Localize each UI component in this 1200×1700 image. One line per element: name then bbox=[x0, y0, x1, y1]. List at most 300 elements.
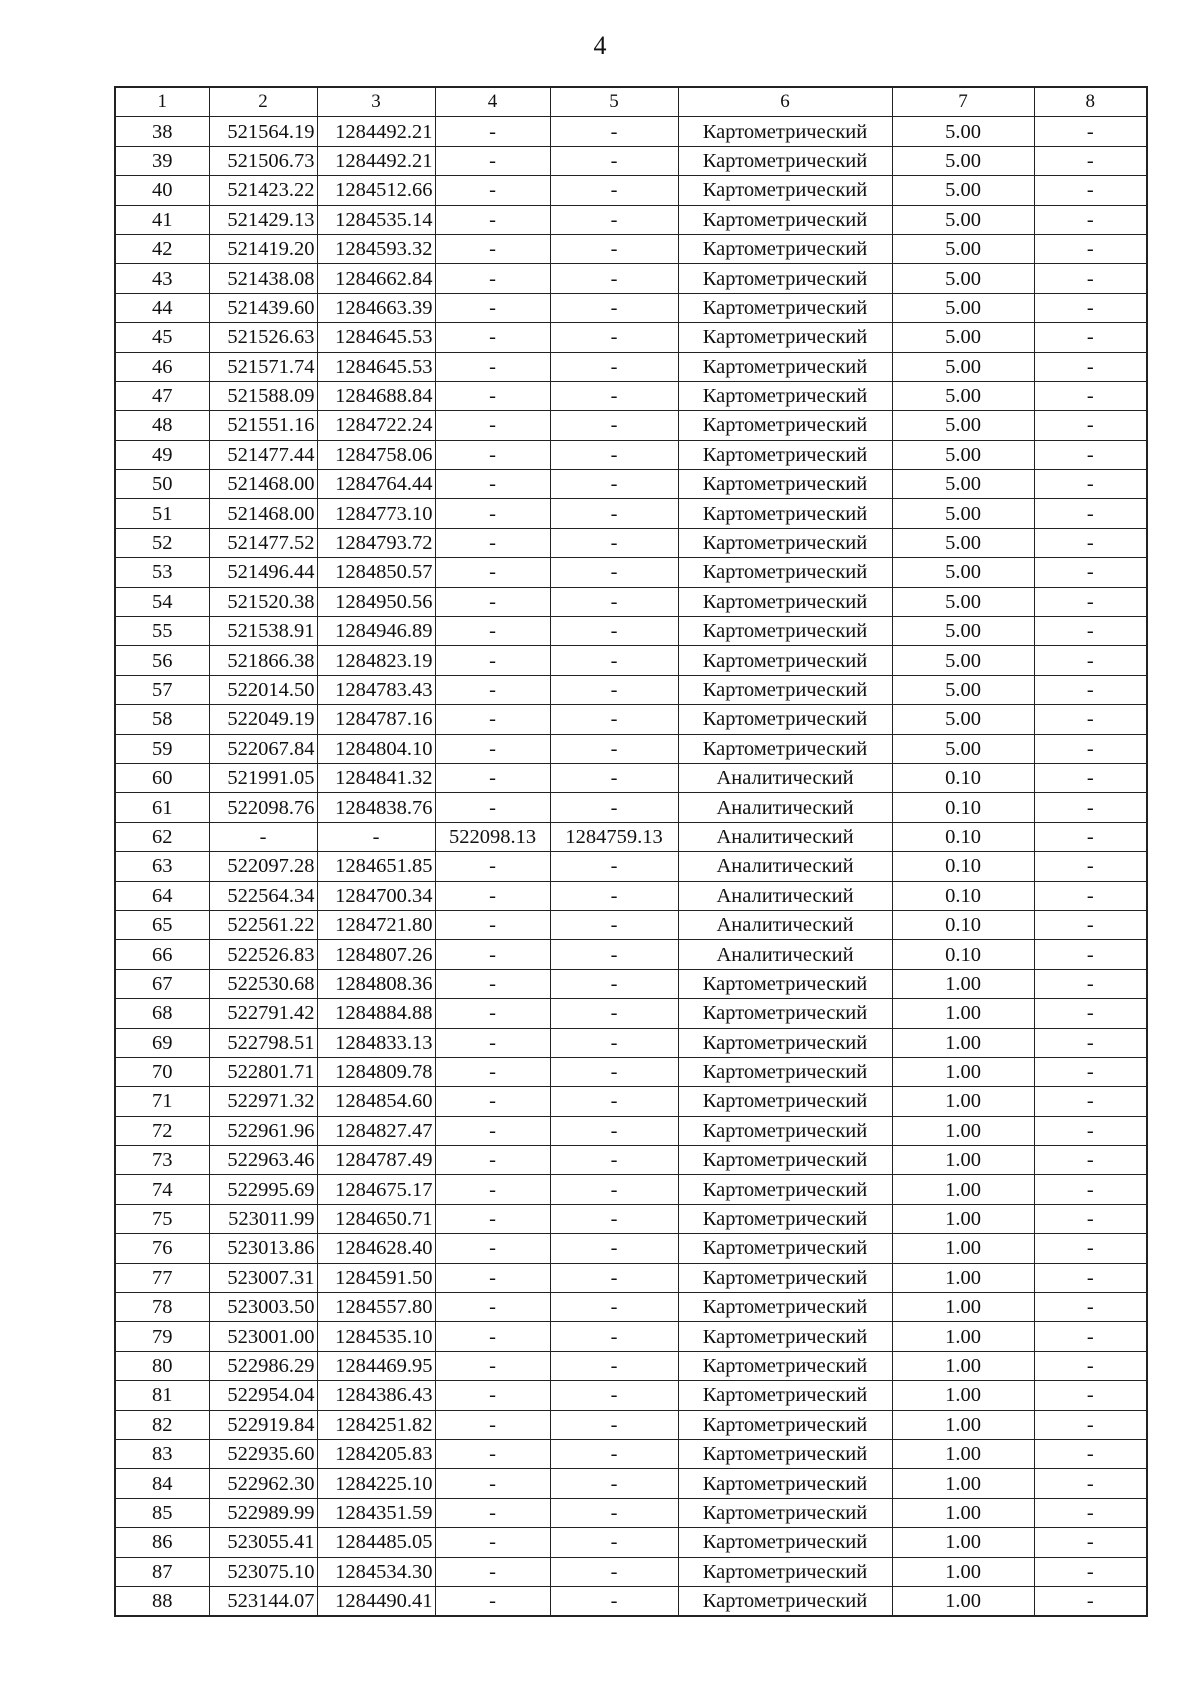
method-cell: Картометрический bbox=[678, 352, 892, 381]
note-cell: - bbox=[1034, 793, 1147, 822]
point-number-cell: 42 bbox=[115, 234, 209, 263]
y-coordinate-cell: 1284808.36 bbox=[317, 969, 435, 998]
method-cell: Картометрический bbox=[678, 1469, 892, 1498]
accuracy-cell: 1.00 bbox=[892, 1439, 1034, 1468]
x-coordinate-cell: 522098.76 bbox=[209, 793, 317, 822]
point-number-cell: 48 bbox=[115, 411, 209, 440]
x-coordinate-cell: 522963.46 bbox=[209, 1146, 317, 1175]
x-alt-cell: 522098.13 bbox=[435, 822, 550, 851]
x-alt-cell: - bbox=[435, 910, 550, 939]
accuracy-cell: 1.00 bbox=[892, 1351, 1034, 1380]
y-coordinate-cell: 1284783.43 bbox=[317, 675, 435, 704]
table-row bbox=[115, 1528, 1147, 1557]
x-alt-cell: - bbox=[435, 1116, 550, 1145]
x-alt-cell: - bbox=[435, 1234, 550, 1263]
table-row bbox=[115, 176, 1147, 205]
y-alt-cell: - bbox=[550, 117, 678, 146]
method-cell: Картометрический bbox=[678, 558, 892, 587]
y-alt-cell: - bbox=[550, 852, 678, 881]
note-cell: - bbox=[1034, 617, 1147, 646]
x-coordinate-cell: 522049.19 bbox=[209, 705, 317, 734]
accuracy-cell: 5.00 bbox=[892, 499, 1034, 528]
x-alt-cell: - bbox=[435, 117, 550, 146]
x-alt-cell: - bbox=[435, 1057, 550, 1086]
y-alt-cell: - bbox=[550, 1087, 678, 1116]
y-coordinate-cell: 1284809.78 bbox=[317, 1057, 435, 1086]
table-row bbox=[115, 528, 1147, 557]
y-coordinate-cell: 1284700.34 bbox=[317, 881, 435, 910]
note-cell: - bbox=[1034, 1322, 1147, 1351]
x-alt-cell: - bbox=[435, 234, 550, 263]
accuracy-cell: 1.00 bbox=[892, 1322, 1034, 1351]
x-coordinate-cell: 521588.09 bbox=[209, 381, 317, 410]
column-header: 8 bbox=[1034, 87, 1147, 117]
method-cell: Картометрический bbox=[678, 117, 892, 146]
column-header: 3 bbox=[317, 87, 435, 117]
note-cell: - bbox=[1034, 940, 1147, 969]
method-cell: Картометрический bbox=[678, 293, 892, 322]
method-cell: Картометрический bbox=[678, 1263, 892, 1292]
x-coordinate-cell: 523144.07 bbox=[209, 1586, 317, 1616]
accuracy-cell: 5.00 bbox=[892, 205, 1034, 234]
y-alt-cell: - bbox=[550, 1498, 678, 1527]
x-coordinate-cell: 522791.42 bbox=[209, 999, 317, 1028]
x-coordinate-cell: 521439.60 bbox=[209, 293, 317, 322]
point-number-cell: 71 bbox=[115, 1087, 209, 1116]
x-coordinate-cell: 521438.08 bbox=[209, 264, 317, 293]
method-cell: Картометрический bbox=[678, 1175, 892, 1204]
note-cell: - bbox=[1034, 1469, 1147, 1498]
table-row bbox=[115, 1087, 1147, 1116]
accuracy-cell: 5.00 bbox=[892, 234, 1034, 263]
accuracy-cell: 0.10 bbox=[892, 881, 1034, 910]
y-coordinate-cell: - bbox=[317, 822, 435, 851]
y-alt-cell: - bbox=[550, 617, 678, 646]
table-row bbox=[115, 1028, 1147, 1057]
x-coordinate-cell: 521551.16 bbox=[209, 411, 317, 440]
method-cell: Картометрический bbox=[678, 1410, 892, 1439]
table-row bbox=[115, 1322, 1147, 1351]
table-body bbox=[115, 117, 1147, 1616]
table-row bbox=[115, 734, 1147, 763]
accuracy-cell: 1.00 bbox=[892, 1057, 1034, 1086]
x-coordinate-cell: 521520.38 bbox=[209, 587, 317, 616]
point-number-cell: 86 bbox=[115, 1528, 209, 1557]
x-coordinate-cell: 523001.00 bbox=[209, 1322, 317, 1351]
method-cell: Аналитический bbox=[678, 881, 892, 910]
y-coordinate-cell: 1284512.66 bbox=[317, 176, 435, 205]
y-alt-cell: - bbox=[550, 176, 678, 205]
note-cell: - bbox=[1034, 705, 1147, 734]
table-row bbox=[115, 411, 1147, 440]
method-cell: Картометрический bbox=[678, 1028, 892, 1057]
y-alt-cell: - bbox=[550, 1586, 678, 1616]
x-coordinate-cell: 522935.60 bbox=[209, 1439, 317, 1468]
method-cell: Картометрический bbox=[678, 528, 892, 557]
y-alt-cell: - bbox=[550, 528, 678, 557]
table-row bbox=[115, 1381, 1147, 1410]
method-cell: Картометрический bbox=[678, 499, 892, 528]
point-number-cell: 64 bbox=[115, 881, 209, 910]
x-coordinate-cell: - bbox=[209, 822, 317, 851]
y-alt-cell: - bbox=[550, 1528, 678, 1557]
note-cell: - bbox=[1034, 646, 1147, 675]
table-row bbox=[115, 146, 1147, 175]
x-alt-cell: - bbox=[435, 1586, 550, 1616]
point-number-cell: 40 bbox=[115, 176, 209, 205]
method-cell: Картометрический bbox=[678, 705, 892, 734]
y-alt-cell: - bbox=[550, 352, 678, 381]
y-coordinate-cell: 1284492.21 bbox=[317, 117, 435, 146]
accuracy-cell: 5.00 bbox=[892, 381, 1034, 410]
point-number-cell: 69 bbox=[115, 1028, 209, 1057]
method-cell: Картометрический bbox=[678, 1528, 892, 1557]
accuracy-cell: 0.10 bbox=[892, 763, 1034, 792]
note-cell: - bbox=[1034, 234, 1147, 263]
y-alt-cell: - bbox=[550, 264, 678, 293]
note-cell: - bbox=[1034, 1204, 1147, 1233]
table-row bbox=[115, 705, 1147, 734]
point-number-cell: 84 bbox=[115, 1469, 209, 1498]
x-coordinate-cell: 521991.05 bbox=[209, 763, 317, 792]
x-alt-cell: - bbox=[435, 1351, 550, 1380]
y-coordinate-cell: 1284386.43 bbox=[317, 1381, 435, 1410]
table-row bbox=[115, 646, 1147, 675]
accuracy-cell: 1.00 bbox=[892, 1381, 1034, 1410]
x-coordinate-cell: 522954.04 bbox=[209, 1381, 317, 1410]
x-alt-cell: - bbox=[435, 1498, 550, 1527]
note-cell: - bbox=[1034, 146, 1147, 175]
note-cell: - bbox=[1034, 352, 1147, 381]
x-alt-cell: - bbox=[435, 176, 550, 205]
y-alt-cell: - bbox=[550, 1351, 678, 1380]
accuracy-cell: 5.00 bbox=[892, 440, 1034, 469]
table-row bbox=[115, 617, 1147, 646]
point-number-cell: 67 bbox=[115, 969, 209, 998]
y-coordinate-cell: 1284721.80 bbox=[317, 910, 435, 939]
method-cell: Картометрический bbox=[678, 734, 892, 763]
table-row bbox=[115, 587, 1147, 616]
table-row bbox=[115, 852, 1147, 881]
table-row bbox=[115, 1586, 1147, 1616]
note-cell: - bbox=[1034, 763, 1147, 792]
note-cell: - bbox=[1034, 969, 1147, 998]
y-alt-cell: - bbox=[550, 1146, 678, 1175]
x-alt-cell: - bbox=[435, 1028, 550, 1057]
method-cell: Аналитический bbox=[678, 793, 892, 822]
x-coordinate-cell: 521419.20 bbox=[209, 234, 317, 263]
y-alt-cell: - bbox=[550, 440, 678, 469]
y-coordinate-cell: 1284793.72 bbox=[317, 528, 435, 557]
x-coordinate-cell: 522014.50 bbox=[209, 675, 317, 704]
x-alt-cell: - bbox=[435, 528, 550, 557]
y-coordinate-cell: 1284535.14 bbox=[317, 205, 435, 234]
y-coordinate-cell: 1284838.76 bbox=[317, 793, 435, 822]
x-coordinate-cell: 522067.84 bbox=[209, 734, 317, 763]
note-cell: - bbox=[1034, 587, 1147, 616]
point-number-cell: 81 bbox=[115, 1381, 209, 1410]
accuracy-cell: 1.00 bbox=[892, 1586, 1034, 1616]
note-cell: - bbox=[1034, 264, 1147, 293]
point-number-cell: 73 bbox=[115, 1146, 209, 1175]
point-number-cell: 66 bbox=[115, 940, 209, 969]
accuracy-cell: 1.00 bbox=[892, 1498, 1034, 1527]
y-coordinate-cell: 1284884.88 bbox=[317, 999, 435, 1028]
point-number-cell: 49 bbox=[115, 440, 209, 469]
y-alt-cell: - bbox=[550, 763, 678, 792]
table-row bbox=[115, 264, 1147, 293]
table-row bbox=[115, 1116, 1147, 1145]
x-alt-cell: - bbox=[435, 205, 550, 234]
x-coordinate-cell: 522526.83 bbox=[209, 940, 317, 969]
note-cell: - bbox=[1034, 822, 1147, 851]
method-cell: Картометрический bbox=[678, 1557, 892, 1586]
x-coordinate-cell: 521571.74 bbox=[209, 352, 317, 381]
x-alt-cell: - bbox=[435, 1528, 550, 1557]
table-row bbox=[115, 352, 1147, 381]
method-cell: Картометрический bbox=[678, 1146, 892, 1175]
column-header: 1 bbox=[115, 87, 209, 117]
x-alt-cell: - bbox=[435, 587, 550, 616]
method-cell: Картометрический bbox=[678, 381, 892, 410]
table-row bbox=[115, 881, 1147, 910]
x-coordinate-cell: 522919.84 bbox=[209, 1410, 317, 1439]
x-coordinate-cell: 523013.86 bbox=[209, 1234, 317, 1263]
y-alt-cell: 1284759.13 bbox=[550, 822, 678, 851]
y-coordinate-cell: 1284225.10 bbox=[317, 1469, 435, 1498]
note-cell: - bbox=[1034, 205, 1147, 234]
table-row bbox=[115, 323, 1147, 352]
accuracy-cell: 5.00 bbox=[892, 293, 1034, 322]
x-alt-cell: - bbox=[435, 705, 550, 734]
accuracy-cell: 1.00 bbox=[892, 1116, 1034, 1145]
point-number-cell: 41 bbox=[115, 205, 209, 234]
point-number-cell: 76 bbox=[115, 1234, 209, 1263]
method-cell: Картометрический bbox=[678, 411, 892, 440]
x-alt-cell: - bbox=[435, 734, 550, 763]
accuracy-cell: 1.00 bbox=[892, 1293, 1034, 1322]
table-row bbox=[115, 969, 1147, 998]
method-cell: Аналитический bbox=[678, 852, 892, 881]
point-number-cell: 65 bbox=[115, 910, 209, 939]
y-alt-cell: - bbox=[550, 734, 678, 763]
point-number-cell: 82 bbox=[115, 1410, 209, 1439]
x-alt-cell: - bbox=[435, 440, 550, 469]
x-alt-cell: - bbox=[435, 1439, 550, 1468]
x-alt-cell: - bbox=[435, 352, 550, 381]
y-coordinate-cell: 1284804.10 bbox=[317, 734, 435, 763]
point-number-cell: 43 bbox=[115, 264, 209, 293]
y-coordinate-cell: 1284593.32 bbox=[317, 234, 435, 263]
x-coordinate-cell: 522995.69 bbox=[209, 1175, 317, 1204]
x-coordinate-cell: 521477.44 bbox=[209, 440, 317, 469]
point-number-cell: 53 bbox=[115, 558, 209, 587]
method-cell: Аналитический bbox=[678, 940, 892, 969]
y-coordinate-cell: 1284841.32 bbox=[317, 763, 435, 792]
point-number-cell: 83 bbox=[115, 1439, 209, 1468]
method-cell: Картометрический bbox=[678, 176, 892, 205]
method-cell: Картометрический bbox=[678, 1586, 892, 1616]
x-alt-cell: - bbox=[435, 1204, 550, 1233]
point-number-cell: 80 bbox=[115, 1351, 209, 1380]
point-number-cell: 45 bbox=[115, 323, 209, 352]
x-alt-cell: - bbox=[435, 969, 550, 998]
x-coordinate-cell: 522989.99 bbox=[209, 1498, 317, 1527]
point-number-cell: 38 bbox=[115, 117, 209, 146]
x-coordinate-cell: 522561.22 bbox=[209, 910, 317, 939]
method-cell: Картометрический bbox=[678, 1116, 892, 1145]
y-alt-cell: - bbox=[550, 910, 678, 939]
note-cell: - bbox=[1034, 1116, 1147, 1145]
y-coordinate-cell: 1284850.57 bbox=[317, 558, 435, 587]
accuracy-cell: 1.00 bbox=[892, 1469, 1034, 1498]
x-alt-cell: - bbox=[435, 940, 550, 969]
y-coordinate-cell: 1284946.89 bbox=[317, 617, 435, 646]
y-alt-cell: - bbox=[550, 881, 678, 910]
x-coordinate-cell: 521429.13 bbox=[209, 205, 317, 234]
table-row bbox=[115, 910, 1147, 939]
method-cell: Аналитический bbox=[678, 910, 892, 939]
x-alt-cell: - bbox=[435, 881, 550, 910]
x-alt-cell: - bbox=[435, 1087, 550, 1116]
x-coordinate-cell: 523055.41 bbox=[209, 1528, 317, 1557]
x-coordinate-cell: 522971.32 bbox=[209, 1087, 317, 1116]
y-alt-cell: - bbox=[550, 323, 678, 352]
table-row bbox=[115, 1146, 1147, 1175]
y-coordinate-cell: 1284557.80 bbox=[317, 1293, 435, 1322]
point-number-cell: 79 bbox=[115, 1322, 209, 1351]
method-cell: Картометрический bbox=[678, 1439, 892, 1468]
x-alt-cell: - bbox=[435, 558, 550, 587]
accuracy-cell: 1.00 bbox=[892, 1028, 1034, 1057]
note-cell: - bbox=[1034, 1175, 1147, 1204]
x-alt-cell: - bbox=[435, 1557, 550, 1586]
point-number-cell: 44 bbox=[115, 293, 209, 322]
accuracy-cell: 0.10 bbox=[892, 852, 1034, 881]
y-coordinate-cell: 1284854.60 bbox=[317, 1087, 435, 1116]
y-alt-cell: - bbox=[550, 1204, 678, 1233]
note-cell: - bbox=[1034, 1087, 1147, 1116]
table-row bbox=[115, 1175, 1147, 1204]
x-alt-cell: - bbox=[435, 411, 550, 440]
table-row bbox=[115, 1234, 1147, 1263]
method-cell: Картометрический bbox=[678, 264, 892, 293]
table-row bbox=[115, 117, 1147, 146]
note-cell: - bbox=[1034, 528, 1147, 557]
x-coordinate-cell: 521423.22 bbox=[209, 176, 317, 205]
table-row bbox=[115, 1469, 1147, 1498]
x-alt-cell: - bbox=[435, 264, 550, 293]
table-header-row bbox=[115, 87, 1147, 117]
y-alt-cell: - bbox=[550, 705, 678, 734]
y-coordinate-cell: 1284773.10 bbox=[317, 499, 435, 528]
y-coordinate-cell: 1284351.59 bbox=[317, 1498, 435, 1527]
y-coordinate-cell: 1284675.17 bbox=[317, 1175, 435, 1204]
note-cell: - bbox=[1034, 1146, 1147, 1175]
y-coordinate-cell: 1284628.40 bbox=[317, 1234, 435, 1263]
table-row bbox=[115, 822, 1147, 851]
table-row bbox=[115, 940, 1147, 969]
accuracy-cell: 0.10 bbox=[892, 940, 1034, 969]
note-cell: - bbox=[1034, 1263, 1147, 1292]
y-alt-cell: - bbox=[550, 1322, 678, 1351]
table-row bbox=[115, 205, 1147, 234]
accuracy-cell: 1.00 bbox=[892, 969, 1034, 998]
point-number-cell: 70 bbox=[115, 1057, 209, 1086]
x-alt-cell: - bbox=[435, 1175, 550, 1204]
y-alt-cell: - bbox=[550, 675, 678, 704]
note-cell: - bbox=[1034, 293, 1147, 322]
y-alt-cell: - bbox=[550, 1028, 678, 1057]
x-alt-cell: - bbox=[435, 323, 550, 352]
y-alt-cell: - bbox=[550, 1057, 678, 1086]
column-header: 6 bbox=[678, 87, 892, 117]
table-row bbox=[115, 293, 1147, 322]
point-number-cell: 88 bbox=[115, 1586, 209, 1616]
y-coordinate-cell: 1284650.71 bbox=[317, 1204, 435, 1233]
point-number-cell: 68 bbox=[115, 999, 209, 1028]
accuracy-cell: 1.00 bbox=[892, 1528, 1034, 1557]
accuracy-cell: 1.00 bbox=[892, 1204, 1034, 1233]
note-cell: - bbox=[1034, 910, 1147, 939]
point-number-cell: 57 bbox=[115, 675, 209, 704]
x-coordinate-cell: 521564.19 bbox=[209, 117, 317, 146]
y-alt-cell: - bbox=[550, 1410, 678, 1439]
note-cell: - bbox=[1034, 1557, 1147, 1586]
note-cell: - bbox=[1034, 323, 1147, 352]
y-alt-cell: - bbox=[550, 1263, 678, 1292]
note-cell: - bbox=[1034, 1439, 1147, 1468]
accuracy-cell: 5.00 bbox=[892, 264, 1034, 293]
y-coordinate-cell: 1284591.50 bbox=[317, 1263, 435, 1292]
x-alt-cell: - bbox=[435, 617, 550, 646]
table-row bbox=[115, 440, 1147, 469]
table-row bbox=[115, 1410, 1147, 1439]
note-cell: - bbox=[1034, 176, 1147, 205]
y-alt-cell: - bbox=[550, 411, 678, 440]
point-number-cell: 62 bbox=[115, 822, 209, 851]
x-coordinate-cell: 521477.52 bbox=[209, 528, 317, 557]
table-row bbox=[115, 675, 1147, 704]
note-cell: - bbox=[1034, 881, 1147, 910]
method-cell: Картометрический bbox=[678, 234, 892, 263]
accuracy-cell: 1.00 bbox=[892, 1234, 1034, 1263]
note-cell: - bbox=[1034, 470, 1147, 499]
method-cell: Картометрический bbox=[678, 146, 892, 175]
x-coordinate-cell: 522530.68 bbox=[209, 969, 317, 998]
y-coordinate-cell: 1284535.10 bbox=[317, 1322, 435, 1351]
method-cell: Картометрический bbox=[678, 617, 892, 646]
note-cell: - bbox=[1034, 499, 1147, 528]
x-alt-cell: - bbox=[435, 381, 550, 410]
point-number-cell: 59 bbox=[115, 734, 209, 763]
y-coordinate-cell: 1284833.13 bbox=[317, 1028, 435, 1057]
note-cell: - bbox=[1034, 734, 1147, 763]
table-row bbox=[115, 1293, 1147, 1322]
accuracy-cell: 5.00 bbox=[892, 411, 1034, 440]
method-cell: Картометрический bbox=[678, 1293, 892, 1322]
page-number: 4 bbox=[593, 31, 607, 60]
point-number-cell: 77 bbox=[115, 1263, 209, 1292]
method-cell: Картометрический bbox=[678, 675, 892, 704]
x-alt-cell: - bbox=[435, 852, 550, 881]
y-coordinate-cell: 1284490.41 bbox=[317, 1586, 435, 1616]
note-cell: - bbox=[1034, 558, 1147, 587]
accuracy-cell: 5.00 bbox=[892, 323, 1034, 352]
note-cell: - bbox=[1034, 1234, 1147, 1263]
y-alt-cell: - bbox=[550, 999, 678, 1028]
point-number-cell: 51 bbox=[115, 499, 209, 528]
